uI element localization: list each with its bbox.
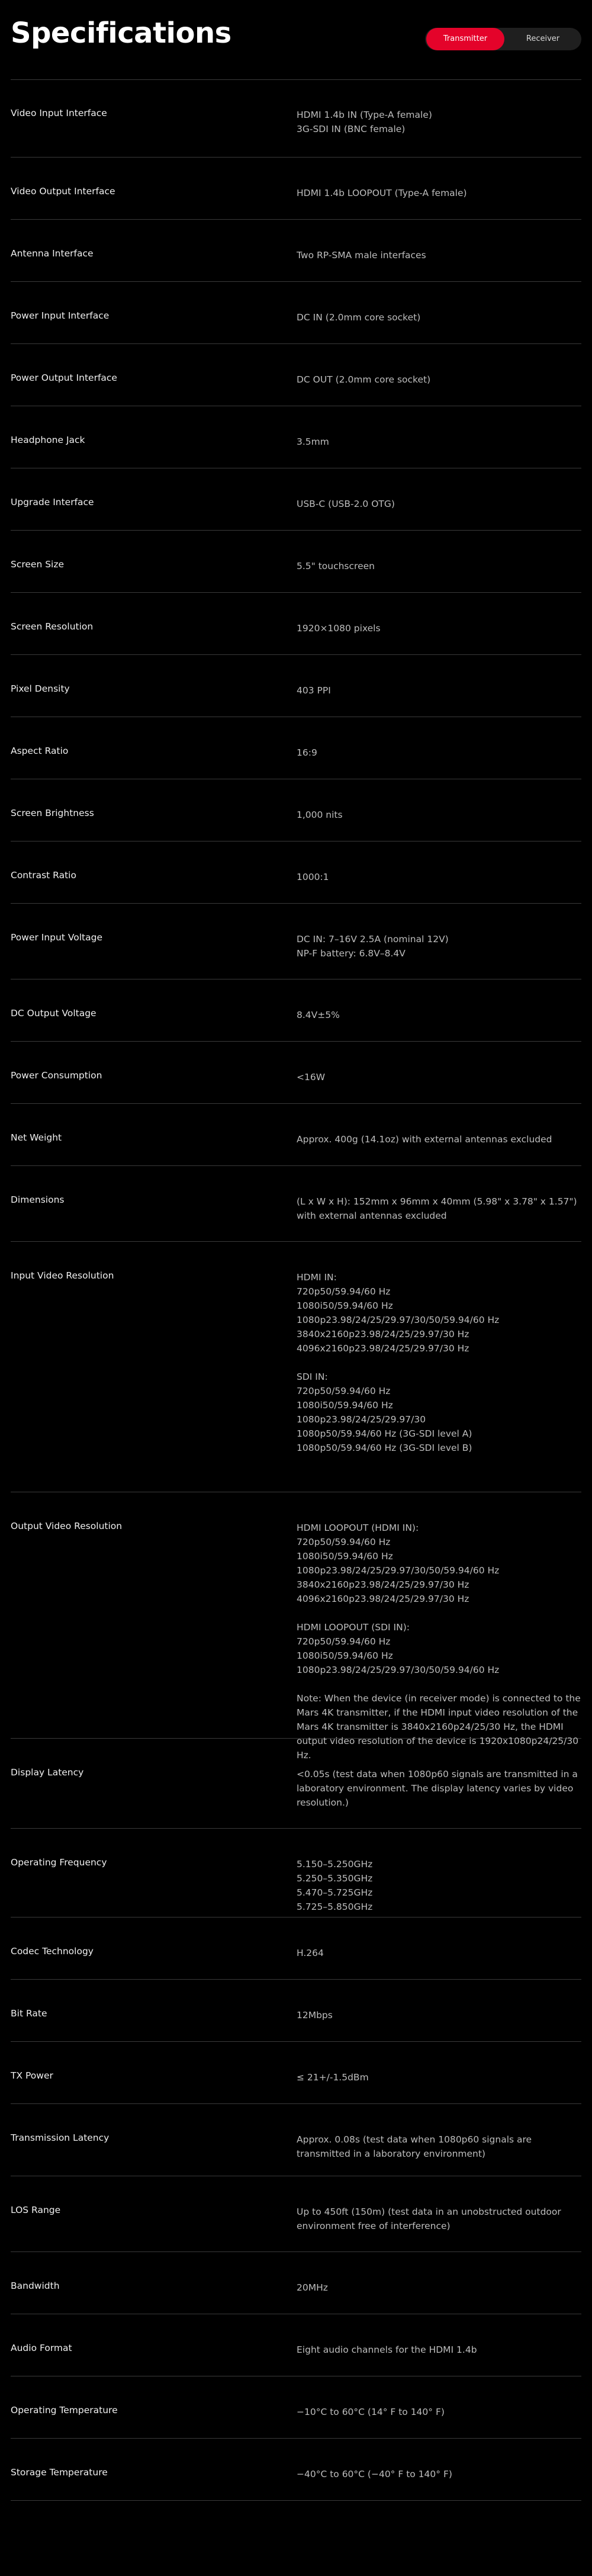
spec-label: Pixel Density bbox=[11, 683, 70, 694]
spec-value-line: 4096x2160p23.98/24/25/29.97/30 Hz bbox=[297, 1594, 469, 1604]
spec-value-line: 20MHz bbox=[297, 2282, 328, 2293]
spec-label: Net Weight bbox=[11, 1132, 62, 1143]
spec-value bbox=[297, 1946, 581, 1960]
spec-row bbox=[11, 1166, 581, 1242]
spec-value bbox=[297, 1270, 581, 1455]
spec-label: Bandwidth bbox=[11, 2281, 60, 2291]
spec-row bbox=[11, 2104, 581, 2176]
spec-value bbox=[297, 2343, 581, 2357]
spec-value bbox=[297, 2281, 581, 2295]
spec-value-line: 1,000 nits bbox=[297, 810, 343, 820]
spec-value bbox=[297, 1767, 581, 1810]
spec-row bbox=[11, 468, 581, 531]
spec-label: Power Consumption bbox=[11, 1070, 102, 1081]
spec-value-line: (L x W x H): 152mm x 96mm x 40mm (5.98" x 3.78" x 1.57") bbox=[297, 1196, 577, 1207]
spec-row bbox=[11, 220, 581, 282]
spec-label: Screen Resolution bbox=[11, 621, 94, 632]
spec-value-line: −10°C to 60°C (14° F to 140° F) bbox=[297, 2407, 445, 2417]
spec-value-line: H.264 bbox=[297, 1948, 324, 1958]
spec-label: Headphone Jack bbox=[11, 435, 85, 445]
spec-value-line: 1080i50/59.94/60 Hz bbox=[297, 1650, 393, 1661]
spec-value-line: 1080i50/59.94/60 Hz bbox=[297, 1551, 393, 1562]
spec-row bbox=[11, 531, 581, 593]
spec-value bbox=[297, 435, 581, 449]
spec-row bbox=[11, 282, 581, 344]
spec-value-line: NP-F battery: 6.8V–8.4V bbox=[297, 948, 406, 959]
spec-value-line: Approx. 0.08s (test data when 1080p60 signals are transmitted in a laboratory environment) bbox=[297, 2134, 532, 2159]
spec-row bbox=[11, 2252, 581, 2314]
receiver-tab[interactable]: Receiver bbox=[526, 34, 560, 43]
spec-row bbox=[11, 1042, 581, 1104]
spec-label: Power Input Voltage bbox=[11, 932, 102, 943]
spec-value-line: 1920×1080 pixels bbox=[297, 623, 381, 634]
spec-label: Contrast Ratio bbox=[11, 870, 76, 881]
spec-value-line: Approx. 400g (14.1oz) with external antennas excluded bbox=[297, 1134, 552, 1145]
spec-value bbox=[297, 808, 581, 822]
spec-row bbox=[11, 1829, 581, 1917]
spec-value bbox=[297, 248, 581, 262]
spec-value-line: Two RP-SMA male interfaces bbox=[297, 250, 426, 261]
spec-value-line: 8.4V±5% bbox=[297, 1010, 340, 1020]
spec-value bbox=[297, 1008, 581, 1022]
spec-label: DC Output Voltage bbox=[11, 1008, 96, 1019]
spec-value bbox=[297, 186, 581, 200]
spec-note: Note: When the device (in receiver mode) is connected to the Mars 4K transmitter, if the HDMI input video resolution of the Mars 4K transmitter is 3840x2160p24/25/30 Hz, the HDMI output video resolution of the device is 1920x1080p24/25/30 Hz. bbox=[297, 1693, 581, 1761]
spec-label: Bit Rate bbox=[11, 2008, 47, 2019]
spec-value-line: with external antennas excluded bbox=[297, 1210, 447, 1221]
spec-label: Power Output Interface bbox=[11, 372, 117, 383]
spec-label: Input Video Resolution bbox=[11, 1270, 114, 1281]
spec-row bbox=[11, 1104, 581, 1166]
spec-value-line: 1080i50/59.94/60 Hz bbox=[297, 1300, 393, 1311]
spec-label: LOS Range bbox=[11, 2205, 61, 2215]
spec-value bbox=[297, 1521, 581, 1762]
spec-label: Transmission Latency bbox=[11, 2132, 110, 2143]
spec-row bbox=[11, 1980, 581, 2042]
spec-value-line: 3G-SDI IN (BNC female) bbox=[297, 124, 406, 134]
spec-row bbox=[11, 779, 581, 841]
spec-value bbox=[297, 2008, 581, 2022]
spec-value-line: HDMI IN: bbox=[297, 1272, 337, 1283]
spec-label: Screen Brightness bbox=[11, 808, 94, 818]
spec-value-line bbox=[297, 1356, 581, 1370]
spec-value bbox=[297, 2070, 581, 2084]
spec-row bbox=[11, 158, 581, 220]
spec-value-line: 1080p23.98/24/25/29.97/30 bbox=[297, 1414, 426, 1425]
spec-row bbox=[11, 406, 581, 468]
spec-value-line: 1000:1 bbox=[297, 872, 329, 882]
spec-value-line: 3840x2160p23.98/24/25/29.97/30 Hz bbox=[297, 1329, 469, 1340]
spec-value bbox=[297, 683, 581, 698]
spec-label: TX Power bbox=[11, 2070, 53, 2081]
spec-row bbox=[11, 2376, 581, 2439]
spec-value-line: HDMI 1.4b LOOPOUT (Type-A female) bbox=[297, 188, 467, 198]
transmitter-tab[interactable]: Transmitter bbox=[426, 28, 504, 50]
spec-label: Audio Format bbox=[11, 2343, 72, 2353]
spec-label: Display Latency bbox=[11, 1767, 84, 1778]
spec-value-line: 3.5mm bbox=[297, 436, 329, 447]
spec-value bbox=[297, 2205, 581, 2233]
spec-value-line: 5.725–5.850GHz bbox=[297, 1902, 373, 1912]
spec-value-line: 1080p23.98/24/25/29.97/30/50/59.94/60 Hz bbox=[297, 1565, 500, 1576]
spec-label: Video Output Interface bbox=[11, 186, 115, 197]
spec-value-line: 16:9 bbox=[297, 747, 317, 758]
spec-row bbox=[11, 1917, 581, 1980]
spec-value-line: 1080p23.98/24/25/29.97/30/50/59.94/60 Hz bbox=[297, 1665, 500, 1675]
spec-label: Video Input Interface bbox=[11, 108, 107, 118]
spec-value bbox=[297, 2132, 581, 2161]
spec-value bbox=[297, 497, 581, 511]
spec-value-line: HDMI LOOPOUT (HDMI IN): bbox=[297, 1523, 419, 1533]
spec-row bbox=[11, 79, 581, 158]
spec-label: Operating Temperature bbox=[11, 2405, 118, 2416]
spec-value bbox=[297, 108, 581, 136]
spec-label: Power Input Interface bbox=[11, 310, 110, 321]
spec-label: Upgrade Interface bbox=[11, 497, 94, 508]
spec-value-line: 5.150–5.250GHz bbox=[297, 1859, 373, 1870]
spec-value bbox=[297, 746, 581, 760]
spec-value-line: 403 PPI bbox=[297, 685, 331, 696]
spec-value bbox=[297, 932, 581, 961]
spec-row bbox=[11, 1739, 581, 1829]
spec-value-line: Up to 450ft (150m) (test data in an unobstructed outdoor environment free of interference) bbox=[297, 2206, 561, 2231]
spec-value-line: 1080p50/59.94/60 Hz (3G-SDI level A) bbox=[297, 1428, 472, 1439]
page-header bbox=[11, 0, 581, 80]
spec-row bbox=[11, 717, 581, 779]
spec-row bbox=[11, 841, 581, 904]
page-title: Specifications bbox=[11, 17, 231, 50]
spec-value-line: Eight audio channels for the HDMI 1.4b bbox=[297, 2344, 477, 2355]
spec-label: Aspect Ratio bbox=[11, 746, 69, 756]
specifications-list bbox=[11, 79, 581, 2501]
spec-value-line: 5.5" touchscreen bbox=[297, 561, 375, 571]
spec-value bbox=[297, 1857, 581, 1914]
spec-label: Codec Technology bbox=[11, 1946, 94, 1957]
spec-value-line: 3840x2160p23.98/24/25/29.97/30 Hz bbox=[297, 1579, 469, 1590]
spec-label: Antenna Interface bbox=[11, 248, 94, 259]
spec-value-line: 12Mbps bbox=[297, 2010, 333, 2021]
spec-row bbox=[11, 979, 581, 1042]
spec-value-line: 720p50/59.94/60 Hz bbox=[297, 1537, 391, 1547]
spec-value bbox=[297, 2467, 581, 2481]
spec-value-line: HDMI LOOPOUT (SDI IN): bbox=[297, 1622, 410, 1633]
spec-row bbox=[11, 1242, 581, 1492]
spec-value-line: USB-C (USB-2.0 OTG) bbox=[297, 499, 395, 509]
spec-label: Screen Size bbox=[11, 559, 65, 570]
spec-row bbox=[11, 2042, 581, 2104]
spec-row bbox=[11, 2176, 581, 2252]
spec-value-line: 1080i50/59.94/60 Hz bbox=[297, 1400, 393, 1411]
spec-value bbox=[297, 1194, 581, 1223]
spec-value bbox=[297, 1132, 581, 1146]
spec-label: Storage Temperature bbox=[11, 2467, 108, 2478]
spec-value-line: SDI IN: bbox=[297, 1371, 328, 1382]
spec-value-line: ≤ 21+/-1.5dBm bbox=[297, 2072, 369, 2083]
spec-value-line: 720p50/59.94/60 Hz bbox=[297, 1286, 391, 1297]
spec-value bbox=[297, 621, 581, 635]
spec-value bbox=[297, 2405, 581, 2419]
spec-value-line: 5.250–5.350GHz bbox=[297, 1873, 373, 1884]
spec-value bbox=[297, 870, 581, 884]
spec-value-line: 1080p50/59.94/60 Hz (3G-SDI level B) bbox=[297, 1443, 472, 1453]
spec-value-line: 720p50/59.94/60 Hz bbox=[297, 1636, 391, 1647]
spec-value-line: HDMI 1.4b IN (Type-A female) bbox=[297, 110, 432, 120]
device-mode-toggle bbox=[425, 28, 581, 50]
spec-value-line: 1080p23.98/24/25/29.97/30/50/59.94/60 Hz bbox=[297, 1315, 500, 1325]
spec-value-line: DC OUT (2.0mm core socket) bbox=[297, 374, 431, 385]
spec-value bbox=[297, 559, 581, 573]
spec-value-line: <0.05s (test data when 1080p60 signals are transmitted in a laboratory environment. The display latency varies by video resolution.) bbox=[297, 1769, 578, 1808]
spec-row bbox=[11, 344, 581, 406]
spec-row bbox=[11, 593, 581, 655]
spec-label: Operating Frequency bbox=[11, 1857, 107, 1868]
spec-value-line: DC IN (2.0mm core socket) bbox=[297, 312, 421, 323]
spec-label: Dimensions bbox=[11, 1194, 65, 1205]
spec-label: Output Video Resolution bbox=[11, 1521, 123, 1531]
spec-row bbox=[11, 904, 581, 979]
spec-value-line: 5.470–5.725GHz bbox=[297, 1887, 373, 1898]
spec-row bbox=[11, 2439, 581, 2501]
spec-value-line bbox=[297, 1606, 581, 1620]
spec-row bbox=[11, 655, 581, 717]
spec-value-line: DC IN: 7–16V 2.5A (nominal 12V) bbox=[297, 934, 449, 945]
spec-value bbox=[297, 372, 581, 387]
spec-value-line: 720p50/59.94/60 Hz bbox=[297, 1386, 391, 1396]
spec-value bbox=[297, 1070, 581, 1084]
spec-value-line: 4096x2160p23.98/24/25/29.97/30 Hz bbox=[297, 1343, 469, 1354]
spec-row bbox=[11, 1492, 581, 1761]
spec-row bbox=[11, 2314, 581, 2376]
spec-value-line: −40°C to 60°C (−40° F to 140° F) bbox=[297, 2469, 452, 2479]
spec-value-line: <16W bbox=[297, 1072, 326, 1083]
spec-value bbox=[297, 310, 581, 325]
